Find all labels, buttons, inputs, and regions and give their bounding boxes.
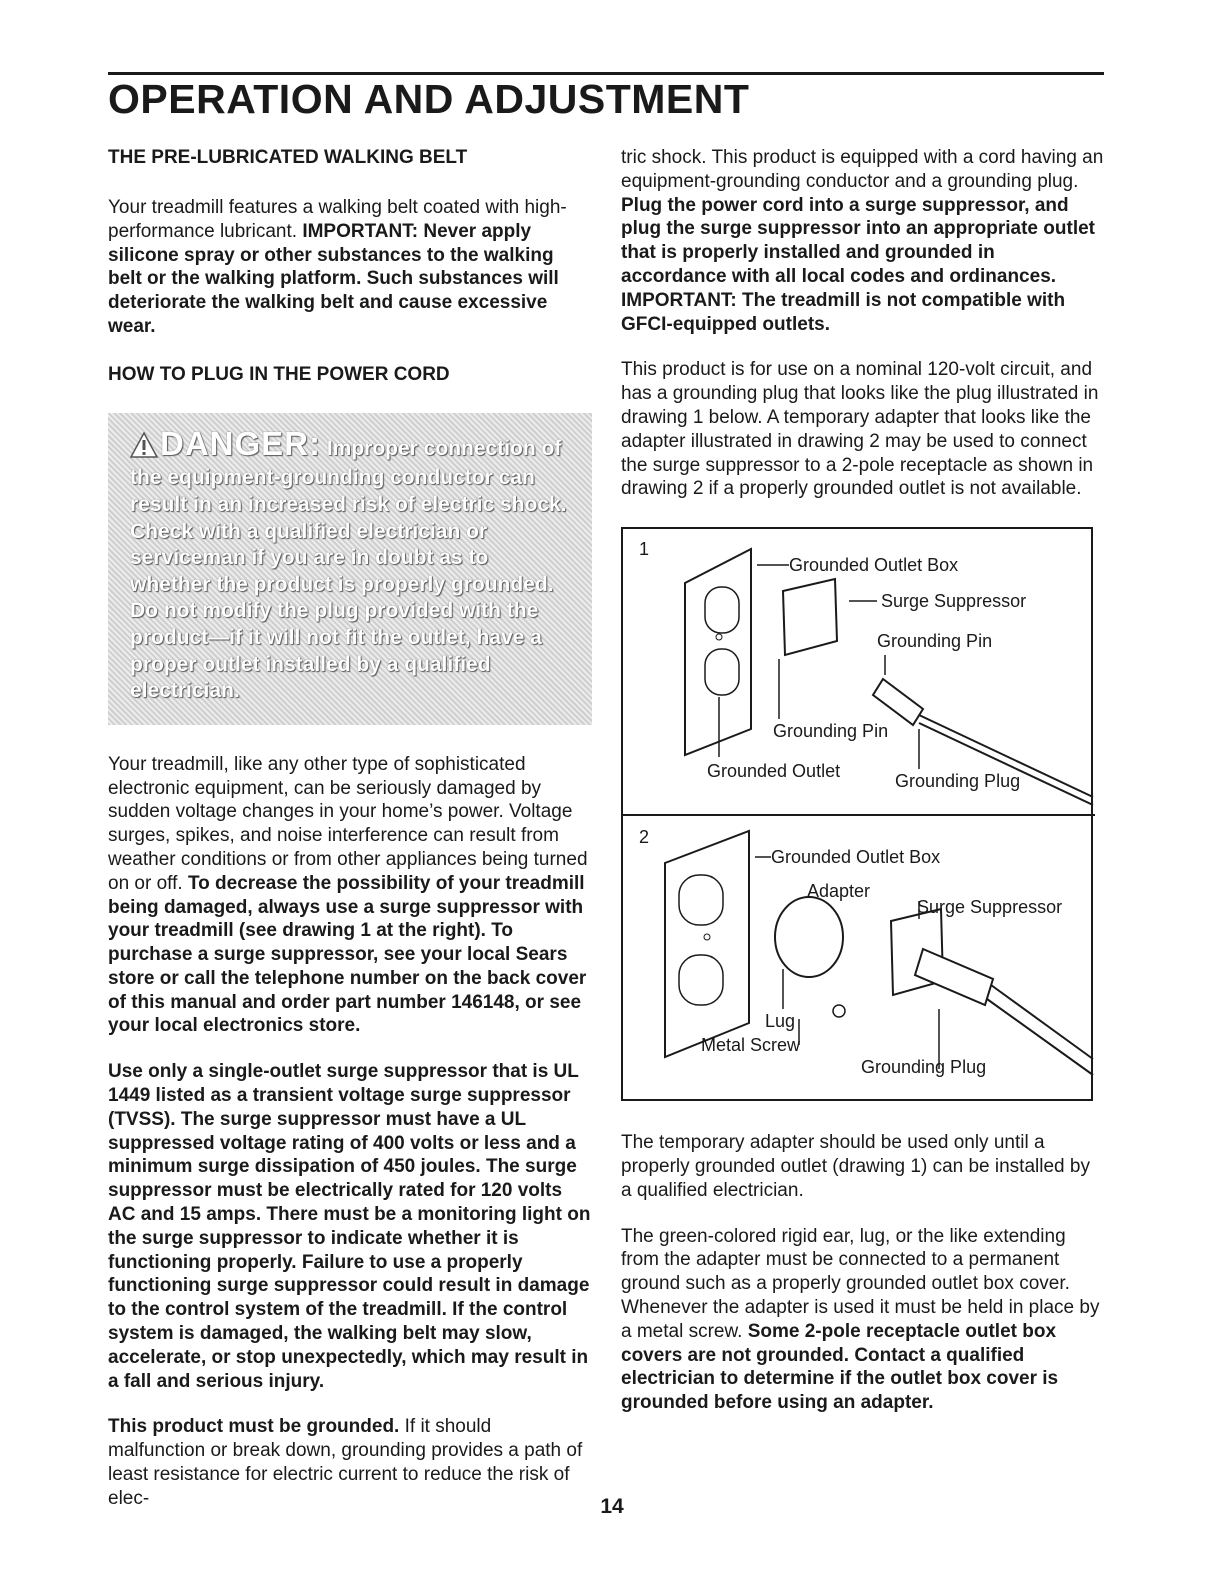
label-adapter: Adapter [807,881,871,902]
drawing-2 [639,827,1093,1077]
power-cord [987,999,1093,1075]
danger-word: DANGER: [160,424,321,462]
paragraph-ul1449: Use only a single-outlet surge suppressor that is UL 1449 listed as a transient voltage surge suppressor (TVSS). The surge suppressor must have a UL suppressed voltage rating of 400 volts or less and a minimum surge dissipation of 450 joules. The surge suppressor must be electrically rated for 120 volts AC and 15 amps. There must be a monitoring light on the surge suppressor to indicate whether it is functioning properly. Failure to use a properly functioning surge suppressor could result in damage to the control system of the treadmill. If the control system is damaged, the walking belt may slow, accelerate, or stop unexpectedly, which may result in a fall and serious injury. [108,1061,591,1392]
label-grounding-pin: Grounding Pin [877,631,993,652]
paragraph-temporary-adapter: The temporary adapter should be used only until a properly grounded outlet (drawing 1) can be installed by a qualified electrician. [621,1132,1090,1201]
label-grounded-outlet-box: Grounded Outlet Box [771,847,941,868]
text-bold: IMPORTANT: Never apply silicone spray or other substances to the walking belt or the walking platform. Such substances will deteriorate the walking belt and cause excessive wear. [108,220,559,337]
metal-screw-shape [833,1005,845,1017]
paragraph-surge [108,753,592,1039]
danger-text: Improper connection of the equipment-grounding conductor can result in an increased risk of electric shock. Check with a qualified electrician or serviceman if you are in doubt as to whether the product is properly grounded. Do not modify the plug provided with the product—if it will not fit the outlet, have a proper outlet installed by a qualified electrician. [130,436,567,703]
drawing-1 [639,539,1093,805]
text-normal: Your treadmill features a walking belt coated with high-performance lubricant. [108,197,567,242]
section-heading-walking-belt: THE PRE-LUBRICATED WALKING BELT [108,147,468,168]
label-grounded-outlet: Grounded Outlet [707,761,841,782]
warning-triangle-icon [130,432,160,466]
text-normal: tric shock. This product is equipped with a cord having an equipment-grounding conductor and a grounding plug. [621,147,1104,192]
danger-box [108,413,592,725]
label-grounding-plug: Grounding Plug [861,1057,987,1078]
title-rule [108,72,1104,75]
text-bold: To decrease the possibility of your treadmill being damaged, always use a surge suppressor with your treadmill (see drawing 1 at the right). To purchase a surge suppressor, see your local Sears store or call the telephone number on the back cover of this manual and order part number 146148, or see your local electronics store. [108,872,587,1037]
drawing-number: 1 [639,539,650,560]
label-grounded-outlet-box: Grounded Outlet Box [789,555,959,576]
grounding-plug-shape [873,679,923,725]
right-column [621,146,1105,1430]
paragraph-walking-belt [108,196,592,339]
label-lug: Lug [765,1011,796,1032]
drawing-number: 2 [639,827,650,848]
paragraph-green-ear [621,1225,1105,1415]
label-grounding-plug: Grounding Plug [895,771,1021,792]
grounding-plug-shape [915,949,993,1005]
outlet-plate [685,549,751,755]
text-normal: If it should malfunction or break down, grounding provides a path of least resistance for electric current to reduce the risk of elec- [108,1416,583,1509]
text-normal: Your treadmill, like any other type of sophisticated electronic equipment, can be seriously damaged by sudden voltage changes in your home’s power. Voltage surges, spikes, and noise interference can result from weather conditions or from other appliances being turned on or off. [108,753,588,894]
surge-suppressor-shape [783,579,837,655]
label-metal-screw: Metal Screw [701,1035,801,1056]
label-surge-suppressor: Surge Suppressor [881,591,1027,612]
page-title: OPERATION AND ADJUSTMENT [108,76,750,122]
left-column [108,146,592,1526]
power-cord [919,723,1093,805]
label-surge-suppressor: Surge Suppressor [917,897,1063,918]
outlet-plate [665,831,749,1057]
section-heading-power-cord: HOW TO PLUG IN THE POWER CORD [108,363,450,385]
paragraph-120volt: This product is for use on a nominal 120-volt circuit, and has a grounding plug that looks like the plug illustrated in drawing 1 below. A temporary adapter that looks like the adapter illustrated in drawing 2 may be used to connect the surge suppressor to a 2-pole receptacle as shown in drawing 2 if a properly grounded outlet is not available. [621,359,1099,500]
paragraph-shock [621,146,1105,336]
text-bold: This product must be grounded. [108,1416,400,1438]
text-bold: Plug the power cord into a surge suppressor, and plug the surge suppressor into an appropriate outlet that is properly installed and grounded in accordance with all local codes and ordinances. IMPORTANT: The treadmill is not compatible with GFCI-equipped outlets. [621,194,1095,335]
label-grounding-pin: Grounding Pin [773,721,889,742]
grounding-figure [621,527,1093,1101]
adapter-shape [775,897,843,977]
page-number: 14 [600,1495,624,1518]
text-bold: Some 2-pole receptacle outlet box covers are not grounded. Contact a qualified electrician to determine if the outlet box cover is grounded before using an adapter. [621,1320,1059,1414]
power-cord [991,985,1093,1059]
text-normal: The green-colored rigid ear, lug, or the like extending from the adapter must be connected to a permanent ground such as a properly grounded outlet box cover. Whenever the adapter is used it must be held in place by a metal screw. [621,1225,1100,1342]
